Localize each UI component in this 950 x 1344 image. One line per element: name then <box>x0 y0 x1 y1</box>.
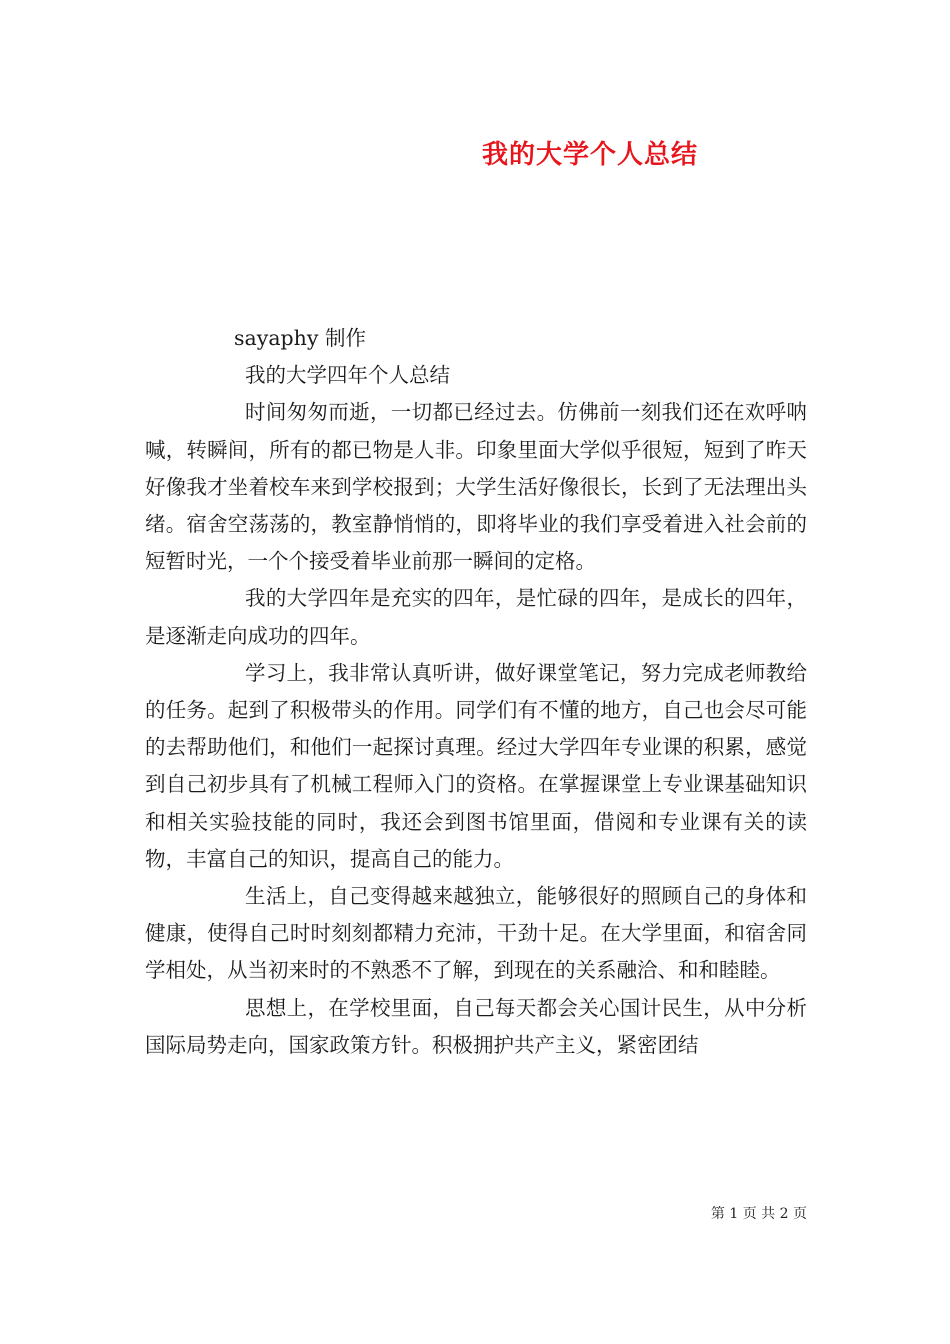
document-subtitle: 我的大学四年个人总结 <box>245 363 450 388</box>
paragraph-intro: 时间匆匆而逝，一切都已经过去。仿佛前一刻我们还在欢呼呐喊，转瞬间，所有的都已物是人非。印象里面大学似乎很短，短到了昨天好像我才坐着校车来到学校报到；大学生活好像很长，长到了无法理出头绪。宿舍空荡荡的，教室静悄悄的，即将毕业的我们享受着进入社会前的短暂时光，一个个接受着毕业前那一瞬间的定格。 <box>145 400 807 574</box>
paragraph-thought: 思想上，在学校里面，自己每天都会关心国计民生，从中分析国际局势走向，国家政策方针。积极拥护共产主义，紧密团结 <box>145 995 807 1057</box>
author-line: sayaphy 制作 <box>234 326 366 350</box>
paragraph-study: 学习上，我非常认真听讲，做好课堂笔记，努力完成老师教给的任务。起到了积极带头的作用。同学们有不懂的地方，自己也会尽可能的去帮助他们，和他们一起探讨真理。经过大学四年专业课的积累，感觉到自己初步具有了机械工程师入门的资格。在掌握课堂上专业课基础知识和相关实验技能的同时，我还会到图书馆里面，借阅和专业课有关的读物，丰富自己的知识，提高自己的能力。 <box>145 660 807 871</box>
page-number-footer: 第 1 页 共 2 页 <box>710 1206 807 1222</box>
document-body <box>145 320 807 1064</box>
paragraph-life: 生活上，自己变得越来越独立，能够很好的照顾自己的身体和健康，使得自己时时刻刻都精力充沛，干劲十足。在大学里面，和宿舍同学相处，从当初来时的不熟悉不了解，到现在的关系融洽、和和睦睦。 <box>145 884 807 983</box>
document-title: 我的大学个人总结 <box>481 140 698 170</box>
paragraph-summary: 我的大学四年是充实的四年，是忙碌的四年，是成长的四年，是逐渐走向成功的四年。 <box>145 586 807 648</box>
